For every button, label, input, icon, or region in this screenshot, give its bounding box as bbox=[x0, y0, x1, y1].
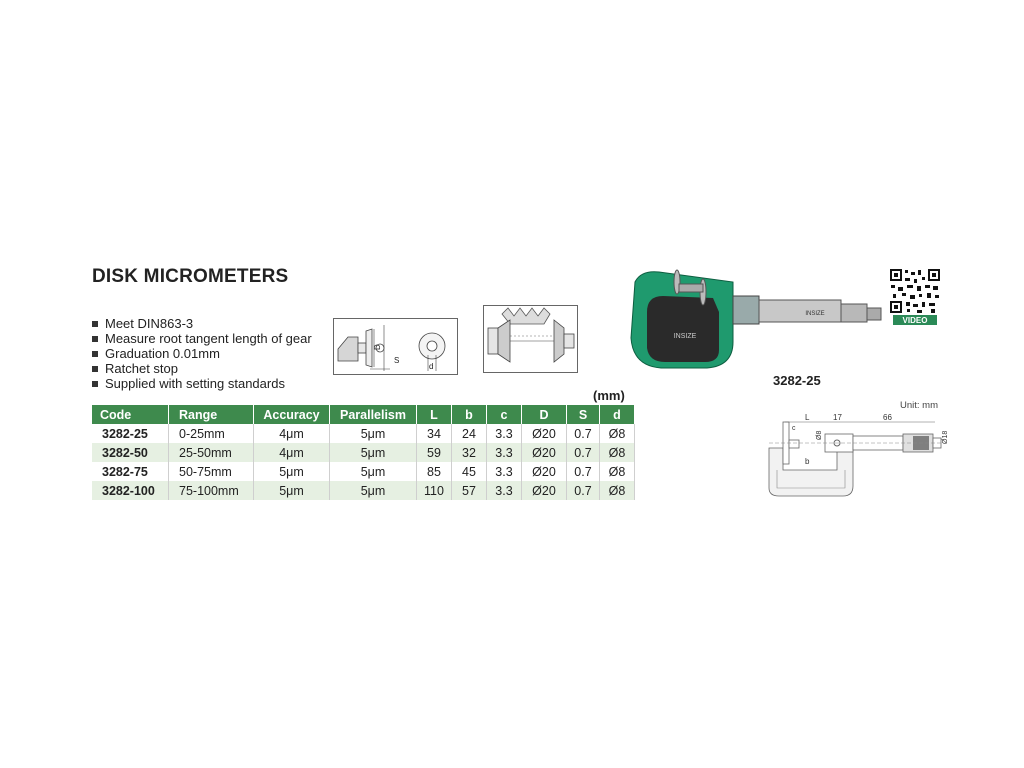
dimension-drawing bbox=[765, 408, 949, 503]
col-header-S: S bbox=[567, 405, 600, 424]
cell-code: 3282-50 bbox=[92, 443, 169, 462]
col-header-code: Code bbox=[92, 405, 169, 424]
feature-item: Supplied with setting standards bbox=[92, 376, 312, 391]
cell-d: Ø8 bbox=[600, 481, 635, 500]
unit-label: Unit: mm bbox=[900, 400, 938, 411]
cell-range: 50-75mm bbox=[169, 462, 254, 481]
cell-accuracy: 4μm bbox=[254, 424, 330, 443]
feature-item: Graduation 0.01mm bbox=[92, 346, 312, 361]
table-row bbox=[92, 462, 635, 481]
cell-code: 3282-100 bbox=[92, 481, 169, 500]
cell-code: 3282-25 bbox=[92, 424, 169, 443]
spec-table bbox=[92, 405, 635, 500]
page-title: DISK MICROMETERS bbox=[92, 266, 289, 287]
dim-d18: Ø18 bbox=[942, 430, 949, 444]
feature-item: Ratchet stop bbox=[92, 361, 312, 376]
cell-parallelism: 5μm bbox=[330, 443, 417, 462]
cell-b: 45 bbox=[452, 462, 487, 481]
video-qr-code[interactable] bbox=[889, 268, 941, 326]
cell-S: 0.7 bbox=[567, 443, 600, 462]
cell-d: Ø8 bbox=[600, 462, 635, 481]
dim-L: L bbox=[805, 413, 810, 422]
frame-brand-mark: INSIZE bbox=[673, 333, 697, 340]
cell-accuracy: 5μm bbox=[254, 481, 330, 500]
label-d: d bbox=[429, 362, 434, 371]
cell-D: Ø20 bbox=[522, 462, 567, 481]
col-header-D: D bbox=[522, 405, 567, 424]
product-photo bbox=[625, 266, 885, 374]
dim-d8: Ø8 bbox=[816, 430, 823, 440]
col-header-c: c bbox=[487, 405, 522, 424]
cell-c: 3.3 bbox=[487, 462, 522, 481]
cell-range: 0-25mm bbox=[169, 424, 254, 443]
cell-L: 34 bbox=[417, 424, 452, 443]
cell-range: 25-50mm bbox=[169, 443, 254, 462]
disk-diagram bbox=[333, 318, 458, 375]
cell-L: 85 bbox=[417, 462, 452, 481]
col-header-accuracy: Accuracy bbox=[254, 405, 330, 424]
cell-S: 0.7 bbox=[567, 462, 600, 481]
cell-parallelism: 5μm bbox=[330, 462, 417, 481]
cell-accuracy: 5μm bbox=[254, 462, 330, 481]
cell-L: 110 bbox=[417, 481, 452, 500]
cell-D: Ø20 bbox=[522, 443, 567, 462]
dim-c: c bbox=[792, 425, 796, 432]
cell-D: Ø20 bbox=[522, 481, 567, 500]
col-header-range: Range bbox=[169, 405, 254, 424]
cell-D: Ø20 bbox=[522, 424, 567, 443]
cell-b: 57 bbox=[452, 481, 487, 500]
cell-S: 0.7 bbox=[567, 424, 600, 443]
video-label: VIDEO bbox=[902, 316, 928, 325]
table-row bbox=[92, 481, 635, 500]
cell-d: Ø8 bbox=[600, 443, 635, 462]
cell-b: 32 bbox=[452, 443, 487, 462]
feature-item: Measure root tangent length of gear bbox=[92, 331, 312, 346]
table-unit-note: (mm) bbox=[593, 388, 625, 403]
model-caption: 3282-25 bbox=[773, 373, 821, 388]
cell-b: 24 bbox=[452, 424, 487, 443]
cell-parallelism: 5μm bbox=[330, 481, 417, 500]
cell-range: 75-100mm bbox=[169, 481, 254, 500]
cell-S: 0.7 bbox=[567, 481, 600, 500]
dim-b: b bbox=[805, 457, 810, 466]
dim-17: 17 bbox=[833, 413, 842, 422]
cell-c: 3.3 bbox=[487, 424, 522, 443]
col-header-parallelism: Parallelism bbox=[330, 405, 417, 424]
cell-L: 59 bbox=[417, 443, 452, 462]
table-row bbox=[92, 424, 635, 443]
col-header-d: d bbox=[600, 405, 635, 424]
feature-item: Meet DIN863-3 bbox=[92, 316, 312, 331]
gear-diagram bbox=[483, 305, 578, 373]
cell-c: 3.3 bbox=[487, 443, 522, 462]
feature-list bbox=[92, 316, 312, 391]
dim-66: 66 bbox=[883, 413, 892, 422]
col-header-L: L bbox=[417, 405, 452, 424]
col-header-b: b bbox=[452, 405, 487, 424]
table-row bbox=[92, 443, 635, 462]
cell-parallelism: 5μm bbox=[330, 424, 417, 443]
label-S: S bbox=[394, 356, 400, 365]
label-D: D bbox=[373, 344, 382, 350]
thimble-brand-mark: INSIZE bbox=[805, 311, 825, 317]
cell-code: 3282-75 bbox=[92, 462, 169, 481]
cell-c: 3.3 bbox=[487, 481, 522, 500]
cell-accuracy: 4μm bbox=[254, 443, 330, 462]
cell-d: Ø8 bbox=[600, 424, 635, 443]
table-header-row bbox=[92, 405, 635, 424]
